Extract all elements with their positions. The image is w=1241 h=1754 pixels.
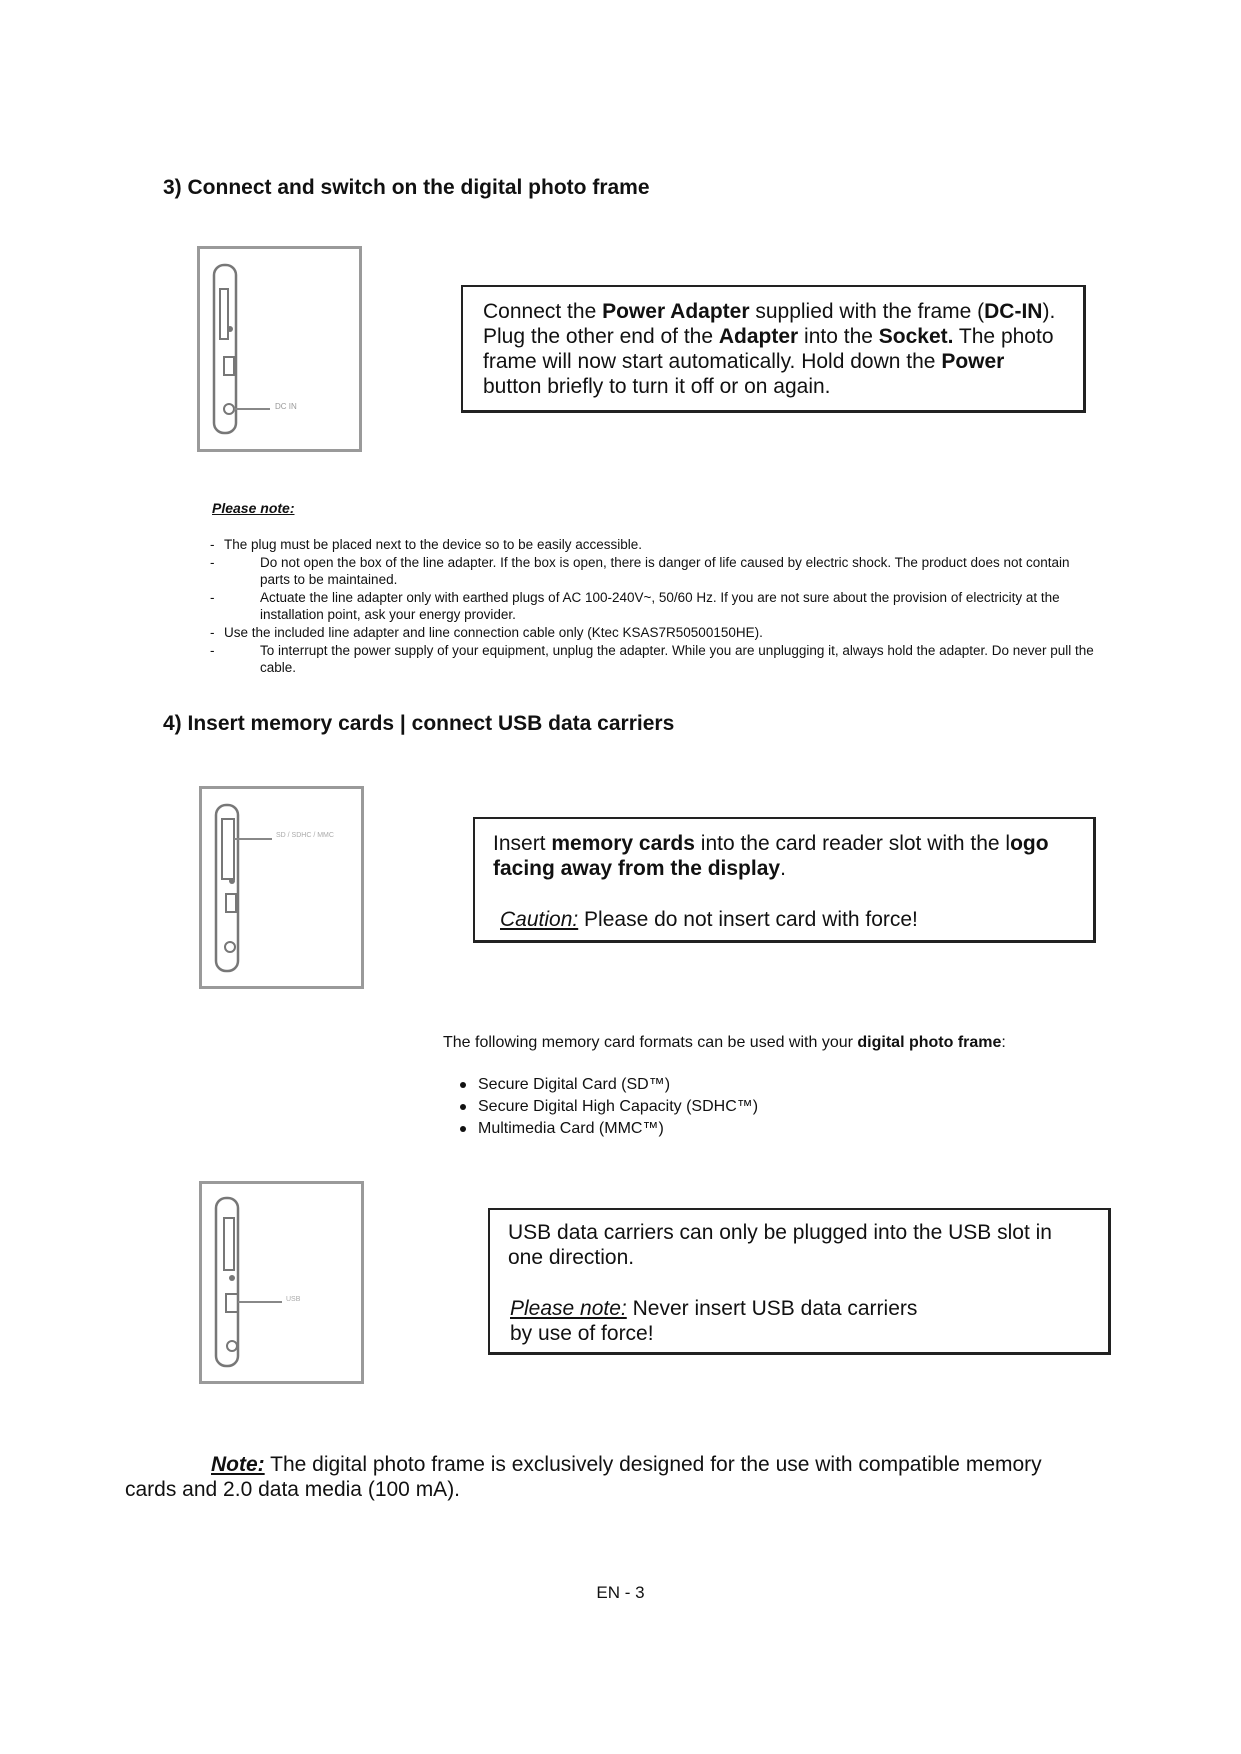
- dash: -: [210, 643, 215, 658]
- list-item: [460, 1118, 758, 1140]
- note-text: Do not open the box of the line adapter. If the box is open, there is danger of life caused by electric shock. The product does not contain parts to be maintained.: [260, 555, 1070, 587]
- bold-adapter: Adapter: [718, 325, 799, 348]
- bullet-icon: [460, 1082, 466, 1088]
- caution-label: Caution:: [500, 908, 579, 931]
- bold-dc-in: DC-IN: [984, 300, 1043, 323]
- usb-note-line: [508, 1296, 940, 1346]
- formats-intro: [443, 1032, 1006, 1054]
- format-text: Secure Digital High Capacity (SDHC™): [478, 1098, 759, 1115]
- formats-list: [460, 1074, 758, 1140]
- usb-label: USB: [286, 1296, 301, 1303]
- text: into the: [798, 325, 879, 348]
- device-side-diagram-power: [197, 246, 362, 452]
- dash: -: [210, 555, 215, 570]
- usb-note-text: Never insert USB data carriers by use of force!: [510, 1297, 918, 1345]
- caution-text: Please do not insert card with force!: [578, 908, 918, 931]
- note-item: [210, 624, 1100, 641]
- section-3-heading: 3) Connect and switch on the digital photo frame: [163, 176, 650, 199]
- device-side-diagram-card-slot: [199, 786, 364, 989]
- memory-card-instruction: [493, 831, 1075, 881]
- bold-socket: Socket.: [878, 325, 954, 348]
- safety-notes-list: [210, 536, 1100, 676]
- usb-instruction-box: [488, 1208, 1111, 1355]
- bold-memory-cards: memory cards: [551, 832, 695, 855]
- card-slot-label: SD / SDHC / MMC: [276, 832, 334, 839]
- note-label: Note:: [211, 1453, 265, 1476]
- bold-logo-facing: ogo facing away from the display: [493, 832, 1049, 880]
- text: :: [1001, 1034, 1006, 1051]
- note-text: Actuate the line adapter only with earthed plugs of AC 100-240V~, 50/60 Hz. If you are not sure about the provision of electricity at the installation point, ask your energy provider.: [260, 590, 1060, 622]
- page-number: EN - 3: [596, 1583, 645, 1602]
- note-text: The plug must be placed next to the device so to be easily accessible.: [224, 537, 642, 552]
- power-adapter-instruction-box: [461, 285, 1086, 413]
- list-item: [460, 1096, 758, 1118]
- device-outline-icon: [202, 789, 361, 986]
- text: The following memory card formats can be used with your: [443, 1034, 858, 1051]
- text: button briefly to turn it off or on again.: [483, 375, 831, 398]
- bold-digital-photo-frame: digital photo frame: [857, 1034, 1002, 1051]
- caution-line: [493, 907, 1075, 932]
- device-side-diagram-usb: [199, 1181, 364, 1384]
- note-item: [210, 589, 1100, 623]
- dc-in-label: DC IN: [275, 402, 297, 411]
- final-note: [125, 1452, 1085, 1502]
- dash: -: [210, 537, 215, 552]
- memory-card-instruction-box: [473, 817, 1096, 943]
- note-item: [210, 642, 1100, 676]
- device-outline-icon: [202, 1184, 361, 1381]
- text: Insert: [493, 832, 552, 855]
- text: ). Plug the other end of the: [483, 300, 1056, 348]
- note-text: To interrupt the power supply of your equipment, unplug the adapter. While you are unplugging it, always hold the adapter. Do never pull the cable.: [260, 643, 1094, 675]
- text: .: [780, 857, 786, 880]
- note-text: The digital photo frame is exclusively designed for the use with compatible memory cards and 2.0 data media (100 mA).: [125, 1453, 1042, 1501]
- format-text: Multimedia Card (MMC™): [478, 1120, 664, 1137]
- note-item: [210, 554, 1100, 588]
- text: supplied with the frame (: [749, 300, 985, 323]
- list-item: [460, 1074, 758, 1096]
- please-note-heading: Please note:: [212, 500, 295, 516]
- text: The photo frame will now start automatically. Hold down the: [483, 325, 1054, 373]
- format-text: Secure Digital Card (SD™): [478, 1076, 671, 1093]
- device-outline-icon: [200, 249, 359, 449]
- dash: -: [210, 625, 215, 640]
- usb-instruction: USB data carriers can only be plugged into the USB slot in one direction.: [508, 1221, 1052, 1269]
- bullet-icon: [460, 1104, 466, 1110]
- note-text: Use the included line adapter and line connection cable only (Ktec KSAS7R50500150HE).: [224, 625, 763, 640]
- section-4-heading: 4) Insert memory cards | connect USB data carriers: [163, 712, 675, 735]
- bold-power-adapter: Power Adapter: [602, 300, 750, 323]
- bullet-icon: [460, 1126, 466, 1132]
- text: Connect the: [483, 300, 603, 323]
- text: into the card reader slot with the l: [694, 832, 1011, 855]
- note-item: [210, 536, 1100, 553]
- dash: -: [210, 590, 215, 605]
- please-note-label: Please note:: [510, 1297, 627, 1320]
- bold-power: Power: [941, 350, 1005, 373]
